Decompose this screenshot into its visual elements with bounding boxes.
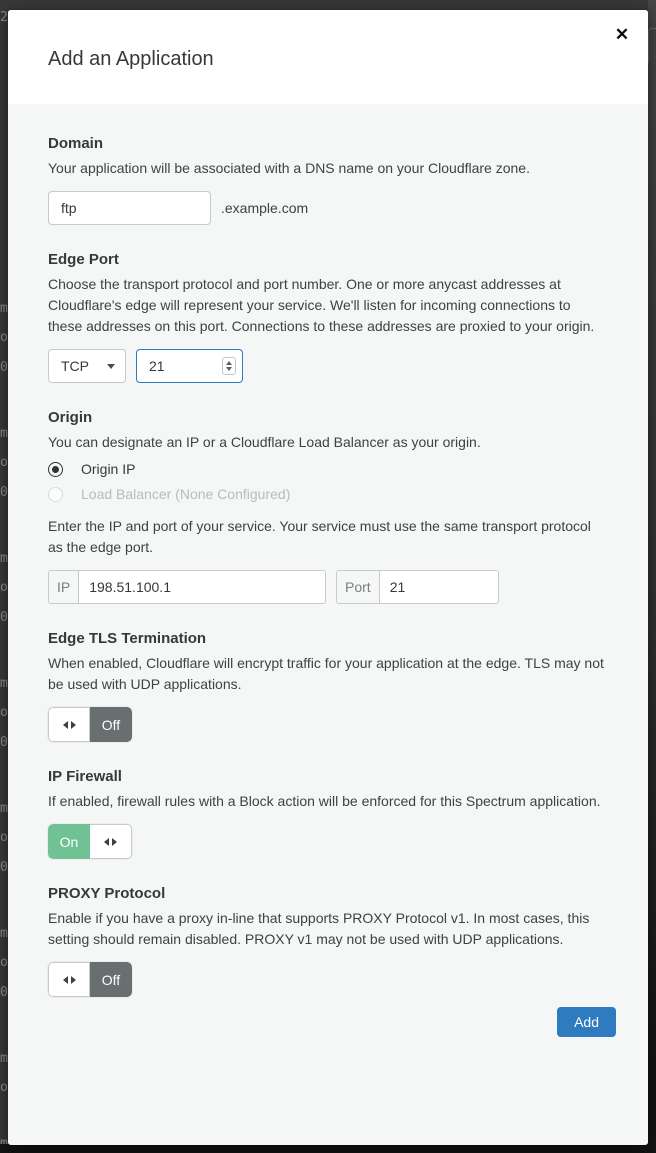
backdrop-bottom-strip	[0, 1144, 656, 1153]
origin-ip-input[interactable]	[79, 571, 319, 603]
toggle-knob-arrows-icon	[48, 707, 90, 742]
origin-label: Origin	[48, 409, 93, 426]
port-prefix-label: Port	[337, 571, 380, 603]
domain-input[interactable]	[48, 191, 211, 225]
proxy-protocol-toggle-state: Off	[90, 962, 132, 997]
toggle-knob-arrows-icon	[90, 824, 132, 859]
edge-tls-toggle[interactable]	[48, 707, 132, 742]
proxy-protocol-description: Enable if you have a proxy in-line that supports PROXY Protocol v1. In most cases, this setting should remain disabled. PROXY v1 may not be used with UDP applications.	[48, 910, 590, 947]
section-edge-port	[48, 251, 608, 383]
toggle-knob-arrows-icon	[48, 962, 90, 997]
ip-firewall-toggle[interactable]	[48, 824, 132, 859]
origin-description: You can designate an IP or a Cloudflare Load Balancer as your origin.	[48, 434, 481, 450]
modal-body	[8, 104, 648, 1069]
section-proxy-protocol	[48, 885, 608, 997]
ip-firewall-label: IP Firewall	[48, 768, 122, 785]
ip-firewall-toggle-state: On	[48, 824, 90, 859]
number-stepper[interactable]	[222, 357, 236, 375]
edge-port-description: Choose the transport protocol and port number. One or more anycast addresses at Cloudflare's edge will represent your service. We'll listen for incoming connections to these addresses on this port. Connections to these addresses are proxied to your origin.	[48, 276, 595, 334]
edge-tls-label: Edge TLS Termination	[48, 630, 207, 647]
radio-selected-icon	[48, 462, 63, 477]
protocol-select[interactable]	[48, 349, 126, 383]
protocol-select-value: TCP	[61, 358, 89, 374]
add-application-modal	[8, 10, 648, 1145]
edge-port-input-box	[136, 349, 243, 383]
section-ip-firewall	[48, 768, 608, 859]
backdrop-right-strip	[648, 0, 656, 1153]
proxy-protocol-toggle[interactable]	[48, 962, 132, 997]
section-origin	[48, 409, 608, 604]
modal-title: Add an Application	[48, 48, 214, 70]
modal-footer	[48, 1007, 616, 1069]
modal-header	[8, 10, 648, 104]
radio-load-balancer-label: Load Balancer (None Configured)	[81, 486, 291, 502]
edge-port-label: Edge Port	[48, 251, 119, 268]
stepper-down-icon	[226, 367, 232, 371]
origin-ip-group	[48, 570, 326, 604]
edge-port-input[interactable]	[137, 358, 222, 374]
add-button[interactable]: Add	[557, 1007, 616, 1037]
proxy-protocol-label: PROXY Protocol	[48, 885, 166, 902]
origin-port-group	[336, 570, 499, 604]
ip-firewall-description: If enabled, firewall rules with a Block action will be enforced for this Spectrum application.	[48, 793, 601, 809]
stepper-up-icon	[226, 361, 232, 365]
backdrop-window-corner	[648, 28, 656, 63]
edge-tls-description: When enabled, Cloudflare will encrypt traffic for your application at the edge. TLS may not be used with UDP applications.	[48, 655, 604, 692]
domain-description: Your application will be associated with a DNS name on your Cloudflare zone.	[48, 160, 530, 176]
origin-port-input[interactable]	[380, 571, 490, 603]
ip-prefix-label: IP	[49, 571, 79, 603]
radio-origin-ip-label: Origin IP	[81, 461, 136, 477]
radio-origin-ip[interactable]	[48, 461, 608, 477]
section-edge-tls	[48, 630, 608, 742]
radio-disabled-icon	[48, 487, 63, 502]
section-domain	[48, 135, 608, 225]
chevron-down-icon	[107, 364, 115, 369]
domain-suffix: .example.com	[221, 200, 309, 216]
close-icon[interactable]: ✕	[611, 24, 633, 46]
origin-hint: Enter the IP and port of your service. Your service must use the same transport protocol as the edge port.	[48, 518, 591, 555]
edge-tls-toggle-state: Off	[90, 707, 132, 742]
radio-load-balancer	[48, 486, 608, 502]
domain-label: Domain	[48, 135, 104, 152]
